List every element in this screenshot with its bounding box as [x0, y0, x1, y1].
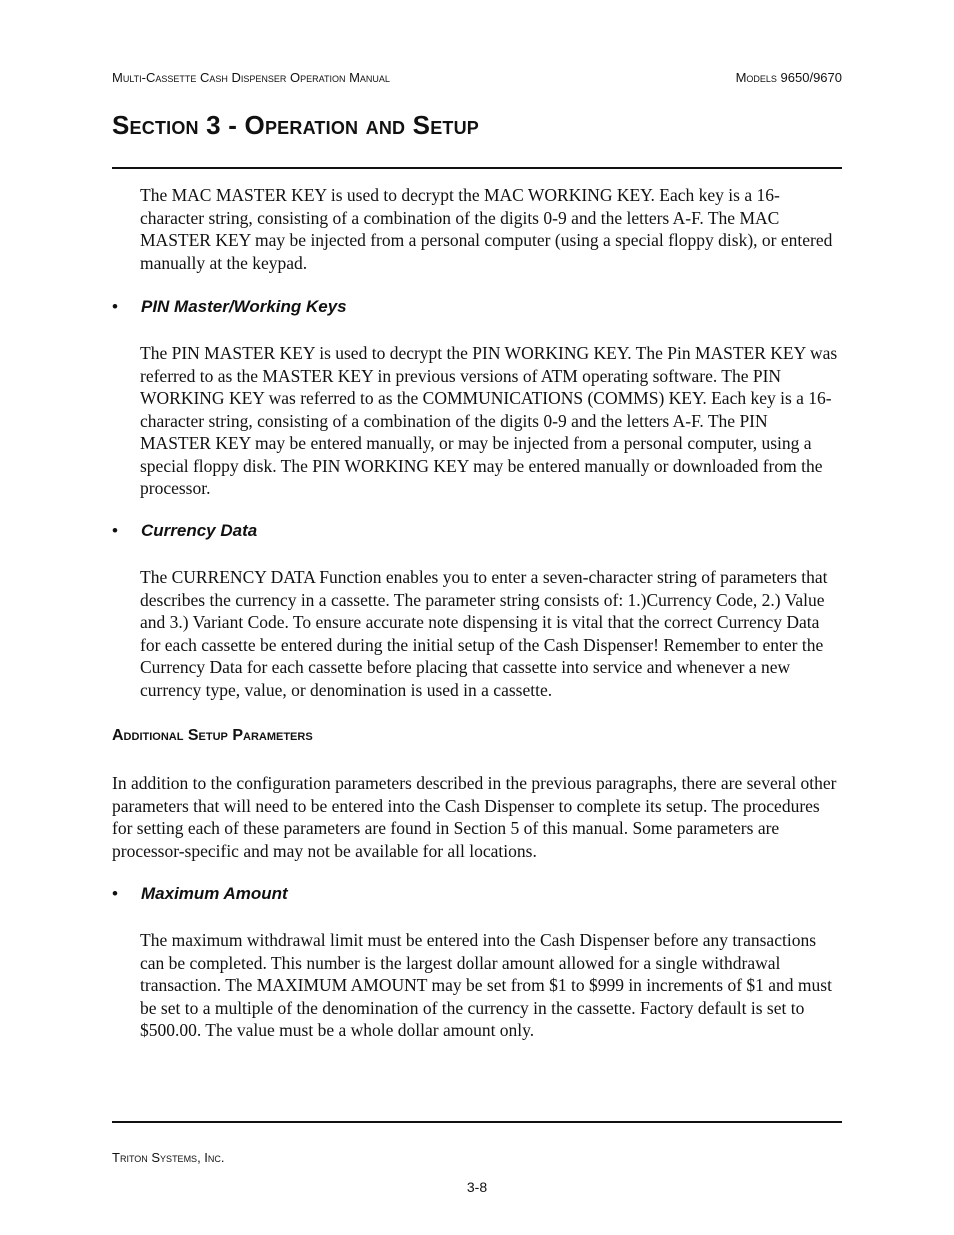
running-header — [112, 70, 842, 88]
mac-key-paragraph: The MAC MASTER KEY is used to decrypt the MAC WORKING KEY. Each key is a 16-character string, consisting of a combination of the digits 0-9 and the letters A-F. The MAC MASTER KEY may be injected from a personal computer (using a special floppy disk), or entered manually at the keypad. — [140, 185, 833, 273]
footer-divider — [112, 1121, 842, 1123]
model-numbers: Models 9650/9670 — [735, 70, 842, 85]
bullet-icon: • — [112, 297, 118, 316]
currency-data-paragraph: The CURRENCY DATA Function enables you to enter a seven-character string of parameters that describes the currency in a cassette. The parameter string consists of: 1.)Currency Code, 2.) Value and 3.) Variant Code. To ensure accurate note dispensing it is vital that the correct Currency Data for each cassette be entered during the initial setup of the Cash Dispenser! Remember to enter the Currency Data for each cassette before placing that cassette into service and whenever a new currency type, value, or denomination is used in a cassette. — [140, 567, 828, 700]
bullet-maximum-amount-label: Maximum Amount — [141, 884, 288, 903]
manual-title: Multi-Cassette Cash Dispenser Operation Manual — [112, 70, 390, 85]
bullet-icon: • — [112, 884, 118, 903]
bullet-pin-keys-label: PIN Master/Working Keys — [141, 297, 347, 316]
subsection-title: Additional Setup Parameters — [112, 727, 313, 744]
section-title: Section 3 - Operation and Setup — [112, 110, 480, 140]
page-number: 3-8 — [466, 1179, 488, 1195]
bullet-currency-data — [112, 521, 512, 543]
bullet-pin-keys — [112, 297, 512, 319]
bullet-currency-data-label: Currency Data — [141, 521, 258, 540]
header-divider — [112, 167, 842, 169]
bullet-maximum-amount — [112, 884, 512, 906]
footer-company-name: Triton Systems, Inc. — [112, 1150, 225, 1165]
bullet-icon: • — [112, 521, 118, 540]
maximum-amount-paragraph: The maximum withdrawal limit must be entered into the Cash Dispenser before any transactions can be completed. This number is the largest dollar amount allowed for a single withdrawal transaction. The MAXIMUM AMOUNT may be set from $1 to $999 in increments of $1 and must be set to a multiple of the denomination of the currency in the cassette. Factory default is set to $500.00. The value must be a whole dollar amount only. — [140, 930, 832, 1040]
additional-parameters-paragraph: In addition to the configuration parameters described in the previous paragraphs, there are several other parameters that will need to be entered into the Cash Dispenser to complete its setup. The procedures for setting each of these parameters are found in Section 5 of this manual. Some parameters are processor-specific and may not be available for all locations. — [112, 773, 837, 861]
pin-keys-paragraph: The PIN MASTER KEY is used to decrypt the PIN WORKING KEY. The Pin MASTER KEY was referred to as the MASTER KEY in previous versions of ATM operating software. The PIN WORKING KEY was referred to as the COMMUNICATIONS (COMMS) KEY. Each key is a 16-character string, consisting of a combination of the digits 0-9 and the letters A-F. The PIN MASTER KEY may be entered manually, or may be injected from a personal computer, using a special floppy disk. The PIN WORKING KEY may be entered manually or downloaded from the processor. — [140, 343, 838, 498]
